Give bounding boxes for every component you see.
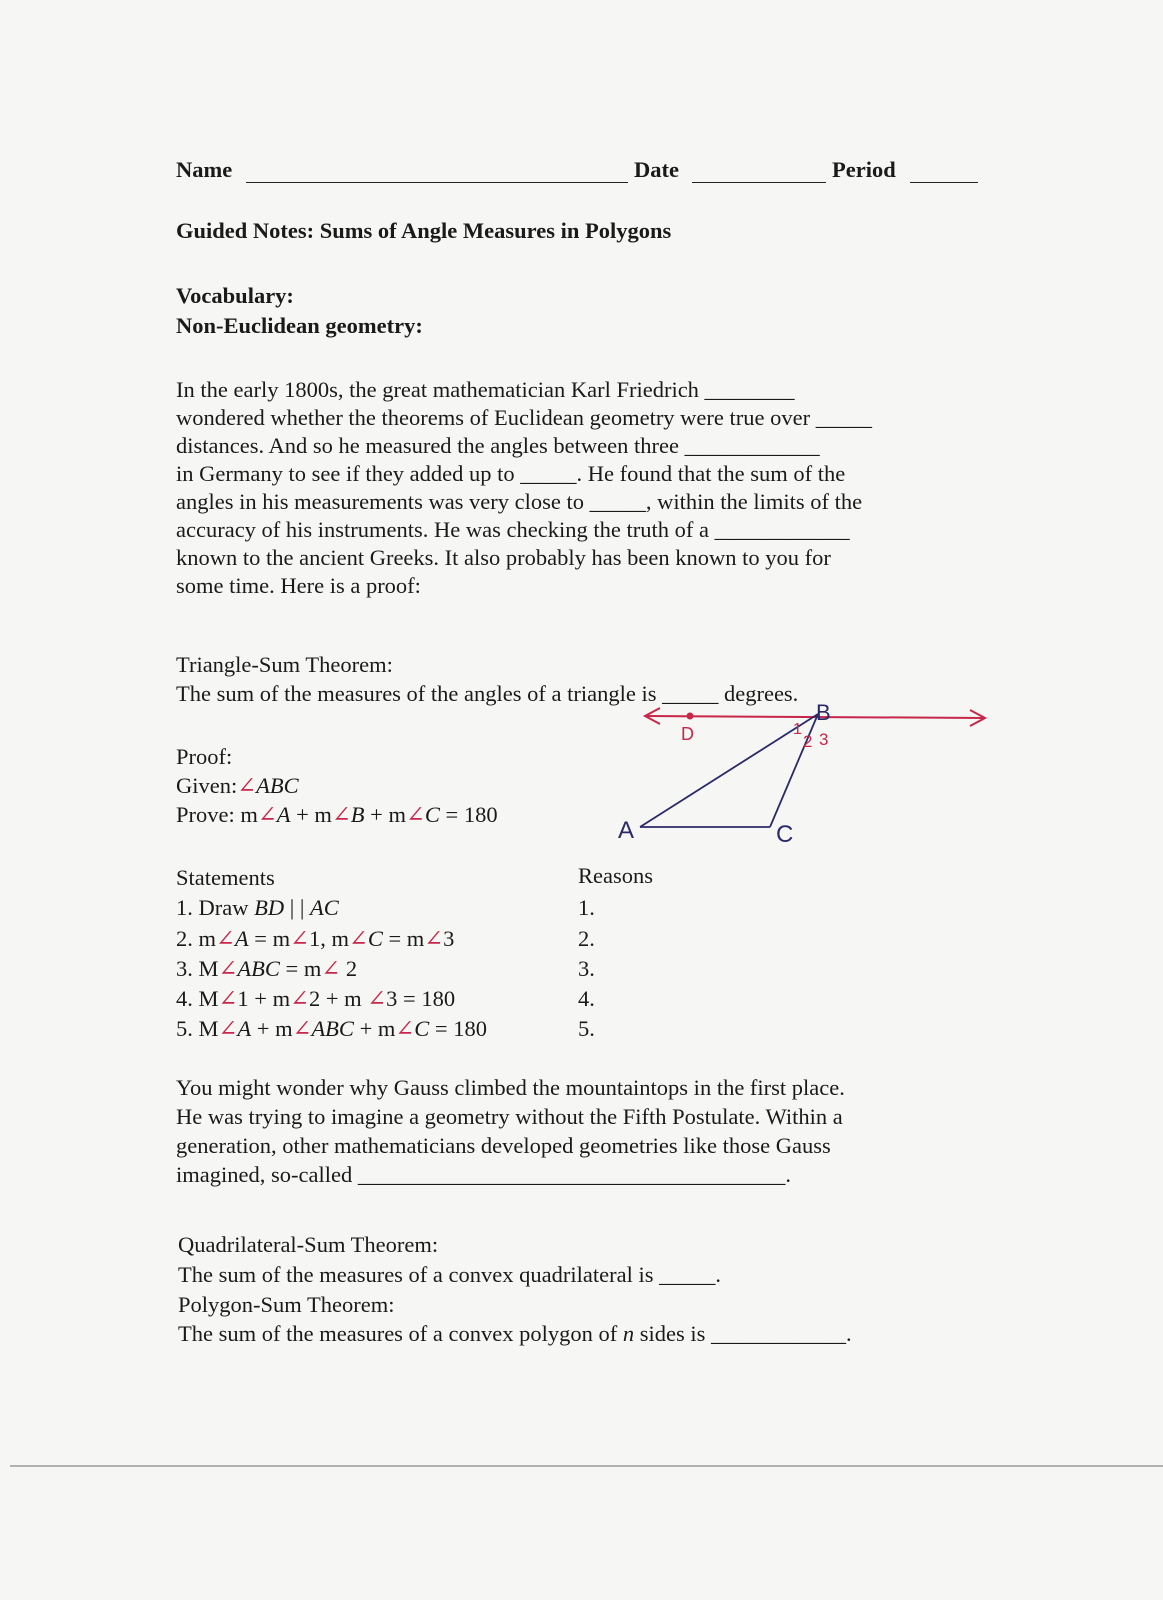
statement-row: 2. m∠A = m∠1, m∠C = m∠3: [176, 926, 455, 951]
angle-mark: ∠: [321, 956, 341, 981]
vocabulary-term: Non-Euclidean geometry:: [176, 313, 423, 338]
angle-mark: ∠: [290, 926, 309, 951]
proof-heading: Proof:: [176, 744, 233, 769]
label-angle-1: 1: [793, 721, 802, 738]
angle-mark: ∠: [406, 802, 425, 827]
page-title: Guided Notes: Sums of Angle Measures in Polygons: [176, 218, 672, 243]
paragraph-line: generation, other mathematicians developed geometries like those Gauss: [176, 1133, 831, 1158]
label-angle-3: 3: [819, 730, 829, 749]
paragraph-line: wondered whether the theorems of Euclidean geometry were true over _____: [176, 405, 872, 430]
triangle-theorem-heading: Triangle-Sum Theorem:: [176, 652, 393, 677]
angle-mark: ∠: [237, 773, 257, 798]
angle-mark: ∠: [292, 1016, 312, 1041]
reason-row: 1.: [578, 895, 595, 920]
proof-prove: Prove: m∠A + m∠B + m∠C = 180: [176, 802, 498, 827]
point-d: [687, 713, 694, 720]
quad-theorem-text: The sum of the measures of a convex quadrilateral is _____.: [178, 1262, 721, 1287]
label-c: C: [776, 821, 794, 848]
statement-row: 1. Draw BD | | AC: [176, 895, 339, 920]
paragraph-line: in Germany to see if they added up to _____. He found that the sum of the: [176, 461, 846, 486]
polygon-theorem-text: The sum of the measures of a convex polygon of n sides is ____________.: [178, 1321, 852, 1346]
reason-row: 2.: [578, 926, 595, 951]
proof-given: Given:∠ABC: [176, 773, 299, 798]
label-b: B: [816, 700, 831, 725]
vocabulary-heading: Vocabulary:: [176, 283, 294, 308]
name-label: Name: [176, 157, 233, 182]
paragraph-line: In the early 1800s, the great mathematician Karl Friedrich ________: [176, 377, 795, 402]
period-label: Period: [832, 157, 896, 182]
paragraph-line: imagined, so-called ______________________________________.: [176, 1162, 791, 1187]
paragraph-line: angles in his measurements was very close to _____, within the limits of the: [176, 489, 863, 514]
paragraph-line: He was trying to imagine a geometry without the Fifth Postulate. Within a: [176, 1104, 843, 1129]
reason-row: 3.: [578, 956, 595, 981]
statement-row: 3. M∠ABC = m∠ 2: [176, 956, 358, 981]
paragraph-line: distances. And so he measured the angles between three ____________: [176, 433, 820, 458]
angle-mark: ∠: [257, 802, 277, 827]
paragraph-line: some time. Here is a proof:: [176, 573, 421, 598]
label-a: A: [618, 817, 635, 844]
paragraph-line: You might wonder why Gauss climbed the mountaintops in the first place.: [176, 1075, 845, 1100]
reasons-header: Reasons: [578, 863, 653, 888]
angle-mark: ∠: [290, 986, 309, 1011]
date-label: Date: [634, 157, 679, 182]
angle-mark: ∠: [395, 1016, 415, 1041]
triangle-theorem-text: The sum of the measures of the angles of a triangle is _____ degrees.: [176, 681, 799, 706]
statement-row: 5. M∠A + m∠ABC + m∠C = 180: [176, 1016, 487, 1041]
quad-theorem-heading: Quadrilateral-Sum Theorem:: [178, 1232, 439, 1257]
paragraph-line: known to the ancient Greeks. It also probably has been known to you for: [176, 545, 831, 570]
statement-row: 4. M∠1 + m∠2 + m ∠3 = 180: [176, 986, 456, 1011]
angle-mark: ∠: [424, 926, 444, 951]
angle-mark: ∠: [218, 986, 238, 1011]
angle-mark: ∠: [218, 1016, 238, 1041]
label-angle-2: 2: [803, 732, 813, 751]
angle-mark: ∠: [331, 802, 351, 827]
angle-mark: ∠: [216, 926, 235, 951]
paragraph-line: accuracy of his instruments. He was checking the truth of a ____________: [176, 517, 850, 542]
label-d: D: [681, 724, 694, 744]
statements-header: Statements: [176, 865, 275, 890]
polygon-theorem-heading: Polygon-Sum Theorem:: [178, 1292, 395, 1317]
angle-mark: ∠: [367, 986, 387, 1011]
reason-row: 5.: [578, 1016, 595, 1041]
angle-mark: ∠: [348, 926, 368, 951]
reason-row: 4.: [578, 986, 595, 1011]
angle-mark: ∠: [218, 956, 238, 981]
triangle-abc: [640, 714, 818, 827]
